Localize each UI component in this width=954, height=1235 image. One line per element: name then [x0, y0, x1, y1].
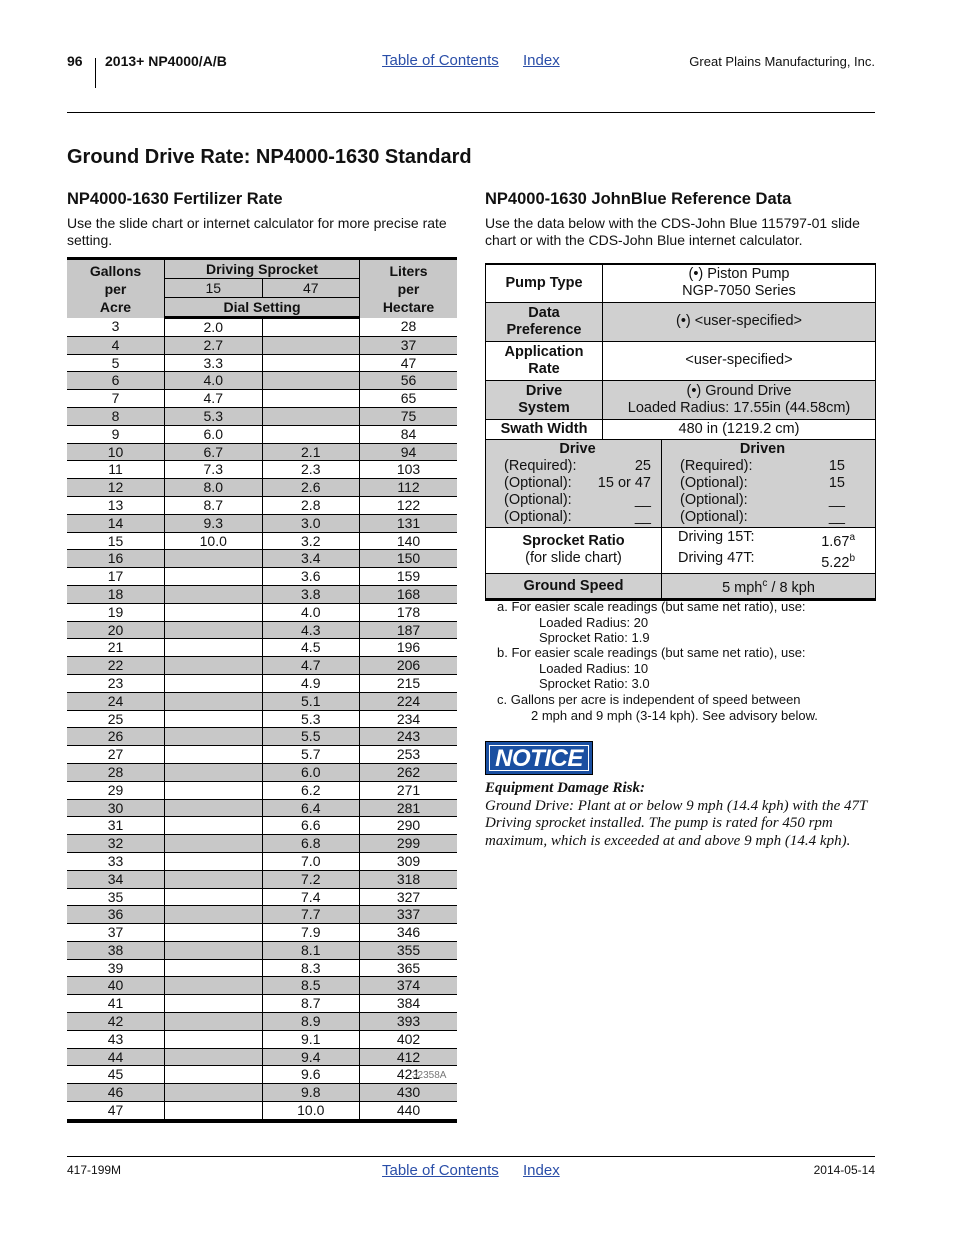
dial-47-cell: 3.4	[262, 550, 360, 568]
liters-cell: 168	[360, 585, 458, 603]
rate-row	[67, 603, 457, 621]
sprocket-line: (Required): 15	[680, 457, 845, 474]
liters-cell: 224	[360, 692, 458, 710]
rate-row	[67, 799, 457, 817]
rate-row	[67, 336, 457, 354]
gallons-cell: 7	[67, 390, 165, 408]
rate-row	[67, 550, 457, 568]
rate-row	[67, 746, 457, 764]
dial-15-cell	[165, 1013, 263, 1031]
johnblue-heading: NP4000-1630 JohnBlue Reference Data	[485, 190, 792, 208]
dial-47-cell: 7.4	[262, 888, 360, 906]
rate-row	[67, 318, 457, 337]
sprocket-line: (Optional): __	[680, 491, 845, 508]
gallons-cell: 8	[67, 407, 165, 425]
dial-47-cell	[262, 390, 360, 408]
rate-row	[67, 959, 457, 977]
dial-15-cell: 4.0	[165, 372, 263, 390]
dial-47-cell: 4.3	[262, 621, 360, 639]
dial-15-cell	[165, 1102, 263, 1121]
rate-row	[67, 1030, 457, 1048]
swath-width-label: Swath Width	[486, 419, 603, 439]
rate-row	[67, 692, 457, 710]
dial-15-cell	[165, 603, 263, 621]
liters-cell: 122	[360, 496, 458, 514]
dial-15-cell	[165, 906, 263, 924]
dial-47-cell	[262, 354, 360, 372]
sprocket-ratio-values: Driving 15T: 1.67$^a$ Driving 47T: 5.22$^b$	[662, 527, 876, 574]
footnote-a: a. For easier scale readings (but same net ratio), use: Loaded Radius: 20 Sprocket Ratio: 1.9	[497, 599, 806, 646]
dial-47-cell: 6.6	[262, 817, 360, 835]
liters-cell: 430	[360, 1084, 458, 1102]
rate-row	[67, 568, 457, 586]
gallons-cell: 26	[67, 728, 165, 746]
liters-cell: 384	[360, 995, 458, 1013]
dial-15-cell	[165, 817, 263, 835]
gallons-cell: 21	[67, 639, 165, 657]
rate-row	[67, 817, 457, 835]
gallons-cell: 43	[67, 1030, 165, 1048]
dial-15-cell	[165, 746, 263, 764]
dial-47-cell: 7.9	[262, 924, 360, 942]
sprocket-line: (Optional): __	[504, 508, 651, 525]
liters-cell: 355	[360, 941, 458, 959]
liters-cell: 318	[360, 870, 458, 888]
dial-47-cell: 6.8	[262, 835, 360, 853]
dial-15-cell	[165, 621, 263, 639]
dial-15-cell: 2.0	[165, 318, 263, 337]
sprocket-line: (Required): 25	[504, 457, 651, 474]
dial-47-cell: 6.0	[262, 763, 360, 781]
gallons-cell: 45	[67, 1066, 165, 1084]
rate-row	[67, 621, 457, 639]
pump-type-label: Pump Type	[486, 264, 603, 302]
gallons-cell: 6	[67, 372, 165, 390]
liters-cell: 140	[360, 532, 458, 550]
dial-47-cell: 9.1	[262, 1030, 360, 1048]
dial-47-cell	[262, 425, 360, 443]
dial-15-cell: 8.7	[165, 496, 263, 514]
footer-table-of-contents-link[interactable]: Table of Contents	[382, 1162, 499, 1179]
gallons-cell: 29	[67, 781, 165, 799]
rate-row	[67, 496, 457, 514]
rate-row	[67, 941, 457, 959]
dial-47-cell: 7.2	[262, 870, 360, 888]
liters-cell: 234	[360, 710, 458, 728]
ground-speed-value: 5 mph$^c$ / 8 kph	[662, 574, 876, 600]
rate-row	[67, 1084, 457, 1102]
dial-15-cell	[165, 977, 263, 995]
dial-47-cell: 3.8	[262, 585, 360, 603]
dial-47-cell: 3.2	[262, 532, 360, 550]
liters-cell: 94	[360, 443, 458, 461]
reference-data-table	[485, 263, 876, 601]
sprocket-ratio-label: Sprocket Ratio (for slide chart)	[486, 527, 662, 574]
liters-cell: 337	[360, 906, 458, 924]
liters-cell: 84	[360, 425, 458, 443]
liters-cell: 346	[360, 924, 458, 942]
sprocket-47-header: 47	[262, 279, 360, 298]
liters-cell: 290	[360, 817, 458, 835]
rate-row	[67, 835, 457, 853]
notice-text	[485, 780, 875, 851]
liters-cell: 178	[360, 603, 458, 621]
fertilizer-rate-table	[67, 257, 457, 1123]
gallons-cell: 9	[67, 425, 165, 443]
rate-row	[67, 1048, 457, 1066]
dial-47-cell: 7.7	[262, 906, 360, 924]
dial-47-cell: 4.0	[262, 603, 360, 621]
liters-cell: 131	[360, 514, 458, 532]
liters-cell: 412	[360, 1048, 458, 1066]
gallons-cell: 27	[67, 746, 165, 764]
dial-15-cell	[165, 1030, 263, 1048]
dial-47-cell: 3.6	[262, 568, 360, 586]
dial-47-cell: 5.5	[262, 728, 360, 746]
table-of-contents-link[interactable]: Table of Contents	[382, 52, 499, 69]
dial-15-cell	[165, 781, 263, 799]
dial-47-cell: 9.8	[262, 1084, 360, 1102]
liters-cell: 281	[360, 799, 458, 817]
sprocket-line: (Optional): 15	[680, 474, 845, 491]
rate-row	[67, 1066, 457, 1084]
liters-cell: 243	[360, 728, 458, 746]
gallons-cell: 17	[67, 568, 165, 586]
gallons-cell: 3	[67, 318, 165, 337]
dial-47-cell: 4.7	[262, 657, 360, 675]
dial-47-cell: 4.5	[262, 639, 360, 657]
rate-row	[67, 354, 457, 372]
dial-15-cell	[165, 1048, 263, 1066]
rate-row	[67, 924, 457, 942]
gallons-per-acre-header: Gallons per Acre	[67, 259, 165, 318]
liters-cell: 37	[360, 336, 458, 354]
header-divider	[95, 58, 96, 88]
drive-sprockets-cell: Drive (Required): 25 (Optional): 15 or 47 (Optional): __ (Optional): __	[486, 439, 662, 527]
dial-15-cell: 10.0	[165, 532, 263, 550]
dial-47-cell	[262, 407, 360, 425]
dial-15-cell	[165, 728, 263, 746]
gallons-cell: 11	[67, 461, 165, 479]
liters-cell: 187	[360, 621, 458, 639]
gallons-cell: 32	[67, 835, 165, 853]
dial-15-cell: 6.0	[165, 425, 263, 443]
rate-row	[67, 514, 457, 532]
index-link[interactable]: Index	[523, 52, 560, 69]
liters-cell: 150	[360, 550, 458, 568]
dial-15-cell	[165, 924, 263, 942]
dial-15-cell: 7.3	[165, 461, 263, 479]
notice-badge: NOTICE	[485, 741, 593, 775]
liters-per-hectare-header: Liters per Hectare	[360, 259, 458, 318]
dial-setting-header: Dial Setting	[165, 298, 360, 318]
rate-row	[67, 639, 457, 657]
notice-title: Equipment Damage Risk:	[485, 780, 646, 796]
dial-15-cell	[165, 585, 263, 603]
dial-15-cell	[165, 852, 263, 870]
dial-15-cell: 9.3	[165, 514, 263, 532]
rate-row	[67, 674, 457, 692]
rate-row	[67, 585, 457, 603]
liters-cell: 75	[360, 407, 458, 425]
dial-47-cell: 10.0	[262, 1102, 360, 1121]
footnote-b: b. For easier scale readings (but same net ratio), use: Loaded Radius: 10 Sprocket Ratio: 3.0	[497, 645, 806, 692]
liters-cell: 374	[360, 977, 458, 995]
rate-row	[67, 372, 457, 390]
gallons-cell: 13	[67, 496, 165, 514]
dial-47-cell	[262, 372, 360, 390]
dial-47-cell: 6.2	[262, 781, 360, 799]
gallons-cell: 33	[67, 852, 165, 870]
liters-cell: 103	[360, 461, 458, 479]
dial-47-cell: 8.9	[262, 1013, 360, 1031]
pump-type-value: (•) Piston Pump NGP-7050 Series	[603, 264, 876, 302]
driving-sprocket-header: Driving Sprocket	[165, 259, 360, 279]
dial-47-cell: 5.7	[262, 746, 360, 764]
dial-15-cell: 5.3	[165, 407, 263, 425]
dial-15-cell	[165, 799, 263, 817]
gallons-cell: 34	[67, 870, 165, 888]
rate-row	[67, 461, 457, 479]
dial-15-cell: 6.7	[165, 443, 263, 461]
liters-cell: 112	[360, 479, 458, 497]
rate-row	[67, 1013, 457, 1031]
dial-15-cell: 8.0	[165, 479, 263, 497]
dial-47-cell: 4.9	[262, 674, 360, 692]
gallons-cell: 18	[67, 585, 165, 603]
gallons-cell: 35	[67, 888, 165, 906]
rate-row	[67, 425, 457, 443]
dial-47-cell: 5.1	[262, 692, 360, 710]
rate-row	[67, 906, 457, 924]
dial-47-cell	[262, 336, 360, 354]
gallons-cell: 5	[67, 354, 165, 372]
data-preference-label: Data Preference	[486, 302, 603, 341]
liters-cell: 440	[360, 1102, 458, 1121]
document-title: 2013+ NP4000/A/B	[105, 53, 227, 69]
gallons-cell: 46	[67, 1084, 165, 1102]
dial-47-cell: 8.3	[262, 959, 360, 977]
liters-cell: 309	[360, 852, 458, 870]
liters-cell: 56	[360, 372, 458, 390]
dial-47-cell: 7.0	[262, 852, 360, 870]
gallons-cell: 36	[67, 906, 165, 924]
rate-row	[67, 532, 457, 550]
notice-body: Ground Drive: Plant at or below 9 mph (14.4 kph) with the 47T Driving sprocket installed. The pump is rated for 450 rpm maximum, which is exceeded at and above 9 mph (14.4 kph).	[485, 797, 868, 850]
gallons-cell: 25	[67, 710, 165, 728]
dial-15-cell	[165, 995, 263, 1013]
gallons-cell: 20	[67, 621, 165, 639]
sprocket-line: (Optional): 15 or 47	[504, 474, 651, 491]
fertilizer-rate-heading: NP4000-1630 Fertilizer Rate	[67, 190, 283, 208]
liters-cell: 28	[360, 318, 458, 337]
rate-row	[67, 763, 457, 781]
dial-47-cell: 3.0	[262, 514, 360, 532]
rate-row	[67, 657, 457, 675]
liters-cell: 196	[360, 639, 458, 657]
liters-cell: 402	[360, 1030, 458, 1048]
rate-row	[67, 852, 457, 870]
dial-15-cell	[165, 763, 263, 781]
dial-15-cell	[165, 657, 263, 675]
dial-47-cell: 2.1	[262, 443, 360, 461]
sprocket-line: (Optional): __	[680, 508, 845, 525]
rate-row	[67, 870, 457, 888]
rate-row	[67, 479, 457, 497]
driven-sprockets-cell: Driven (Required): 15 (Optional): 15 (Optional): __ (Optional): __	[662, 439, 876, 527]
liters-cell: 327	[360, 888, 458, 906]
dial-47-cell: 6.4	[262, 799, 360, 817]
page-title: Ground Drive Rate: NP4000-1630 Standard	[67, 146, 472, 168]
gallons-cell: 30	[67, 799, 165, 817]
dial-15-cell: 4.7	[165, 390, 263, 408]
liters-cell: 365	[360, 959, 458, 977]
page-number: 96	[67, 53, 83, 69]
gallons-cell: 28	[67, 763, 165, 781]
dial-15-cell	[165, 835, 263, 853]
dial-47-cell: 9.4	[262, 1048, 360, 1066]
gallons-cell: 47	[67, 1102, 165, 1121]
document-id: 417-199M	[67, 1163, 122, 1177]
drive-system-value: (•) Ground Drive Loaded Radius: 17.55in (44.58cm)	[603, 380, 876, 419]
gallons-cell: 38	[67, 941, 165, 959]
dial-15-cell	[165, 692, 263, 710]
dial-47-cell	[262, 318, 360, 337]
rate-row	[67, 977, 457, 995]
sprocket-line: (Optional): __	[504, 491, 651, 508]
dial-47-cell: 8.1	[262, 941, 360, 959]
application-rate-label: Application Rate	[486, 341, 603, 380]
dial-15-cell	[165, 1066, 263, 1084]
gallons-cell: 42	[67, 1013, 165, 1031]
gallons-cell: 14	[67, 514, 165, 532]
rate-row	[67, 390, 457, 408]
dial-47-cell: 8.5	[262, 977, 360, 995]
dial-15-cell	[165, 941, 263, 959]
liters-cell: 299	[360, 835, 458, 853]
rate-row	[67, 995, 457, 1013]
sprocket-15-header: 15	[165, 279, 263, 298]
gallons-cell: 40	[67, 977, 165, 995]
revision-date: 2014-05-14	[813, 1163, 875, 1177]
footer-index-link[interactable]: Index	[523, 1162, 560, 1179]
rate-row	[67, 888, 457, 906]
liters-cell: 47	[360, 354, 458, 372]
dial-15-cell	[165, 568, 263, 586]
data-preference-value: (•) <user-specified>	[603, 302, 876, 341]
swath-width-value: 480 in (1219.2 cm)	[603, 419, 876, 439]
gallons-cell: 10	[67, 443, 165, 461]
rate-row	[67, 781, 457, 799]
gallons-cell: 12	[67, 479, 165, 497]
gallons-cell: 16	[67, 550, 165, 568]
liters-cell: 159	[360, 568, 458, 586]
liters-cell: 393	[360, 1013, 458, 1031]
company-name: Great Plains Manufacturing, Inc.	[689, 54, 875, 69]
liters-cell: 206	[360, 657, 458, 675]
footer-rule	[67, 1156, 875, 1157]
dial-15-cell: 3.3	[165, 354, 263, 372]
ground-speed-label: Ground Speed	[486, 574, 662, 600]
gallons-cell: 39	[67, 959, 165, 977]
rate-row	[67, 407, 457, 425]
fertilizer-rate-intro: Use the slide chart or internet calculator for more precise rate setting.	[67, 215, 447, 248]
gallons-cell: 23	[67, 674, 165, 692]
liters-cell: 421	[360, 1066, 458, 1084]
johnblue-intro: Use the data below with the CDS-John Blue 115797-01 slide chart or with the CDS-John Blue internet calculator.	[485, 215, 860, 248]
gallons-cell: 22	[67, 657, 165, 675]
liters-cell: 215	[360, 674, 458, 692]
dial-15-cell	[165, 888, 263, 906]
gallons-cell: 4	[67, 336, 165, 354]
dial-15-cell	[165, 639, 263, 657]
dial-47-cell: 5.3	[262, 710, 360, 728]
application-rate-value: <user-specified>	[603, 341, 876, 380]
dial-47-cell: 2.8	[262, 496, 360, 514]
drive-system-label: Drive System	[486, 380, 603, 419]
rate-row	[67, 728, 457, 746]
rate-row	[67, 710, 457, 728]
gallons-cell: 37	[67, 924, 165, 942]
figure-id: 32358A	[412, 1070, 447, 1081]
dial-47-cell: 2.6	[262, 479, 360, 497]
dial-47-cell: 2.3	[262, 461, 360, 479]
dial-15-cell	[165, 710, 263, 728]
gallons-cell: 19	[67, 603, 165, 621]
gallons-cell: 24	[67, 692, 165, 710]
gallons-cell: 15	[67, 532, 165, 550]
gallons-cell: 44	[67, 1048, 165, 1066]
gallons-cell: 31	[67, 817, 165, 835]
dial-15-cell	[165, 870, 263, 888]
dial-47-cell: 9.6	[262, 1066, 360, 1084]
gallons-cell: 41	[67, 995, 165, 1013]
dial-15-cell	[165, 959, 263, 977]
liters-cell: 271	[360, 781, 458, 799]
rate-row	[67, 1102, 457, 1121]
liters-cell: 262	[360, 763, 458, 781]
dial-47-cell: 8.7	[262, 995, 360, 1013]
rate-row	[67, 443, 457, 461]
dial-15-cell	[165, 674, 263, 692]
footnote-c: c. Gallons per acre is independent of speed between 2 mph and 9 mph (3-14 kph). See advisory below.	[497, 692, 818, 723]
liters-cell: 253	[360, 746, 458, 764]
header-rule	[67, 112, 875, 113]
dial-15-cell: 2.7	[165, 336, 263, 354]
dial-15-cell	[165, 1084, 263, 1102]
dial-15-cell	[165, 550, 263, 568]
liters-cell: 65	[360, 390, 458, 408]
